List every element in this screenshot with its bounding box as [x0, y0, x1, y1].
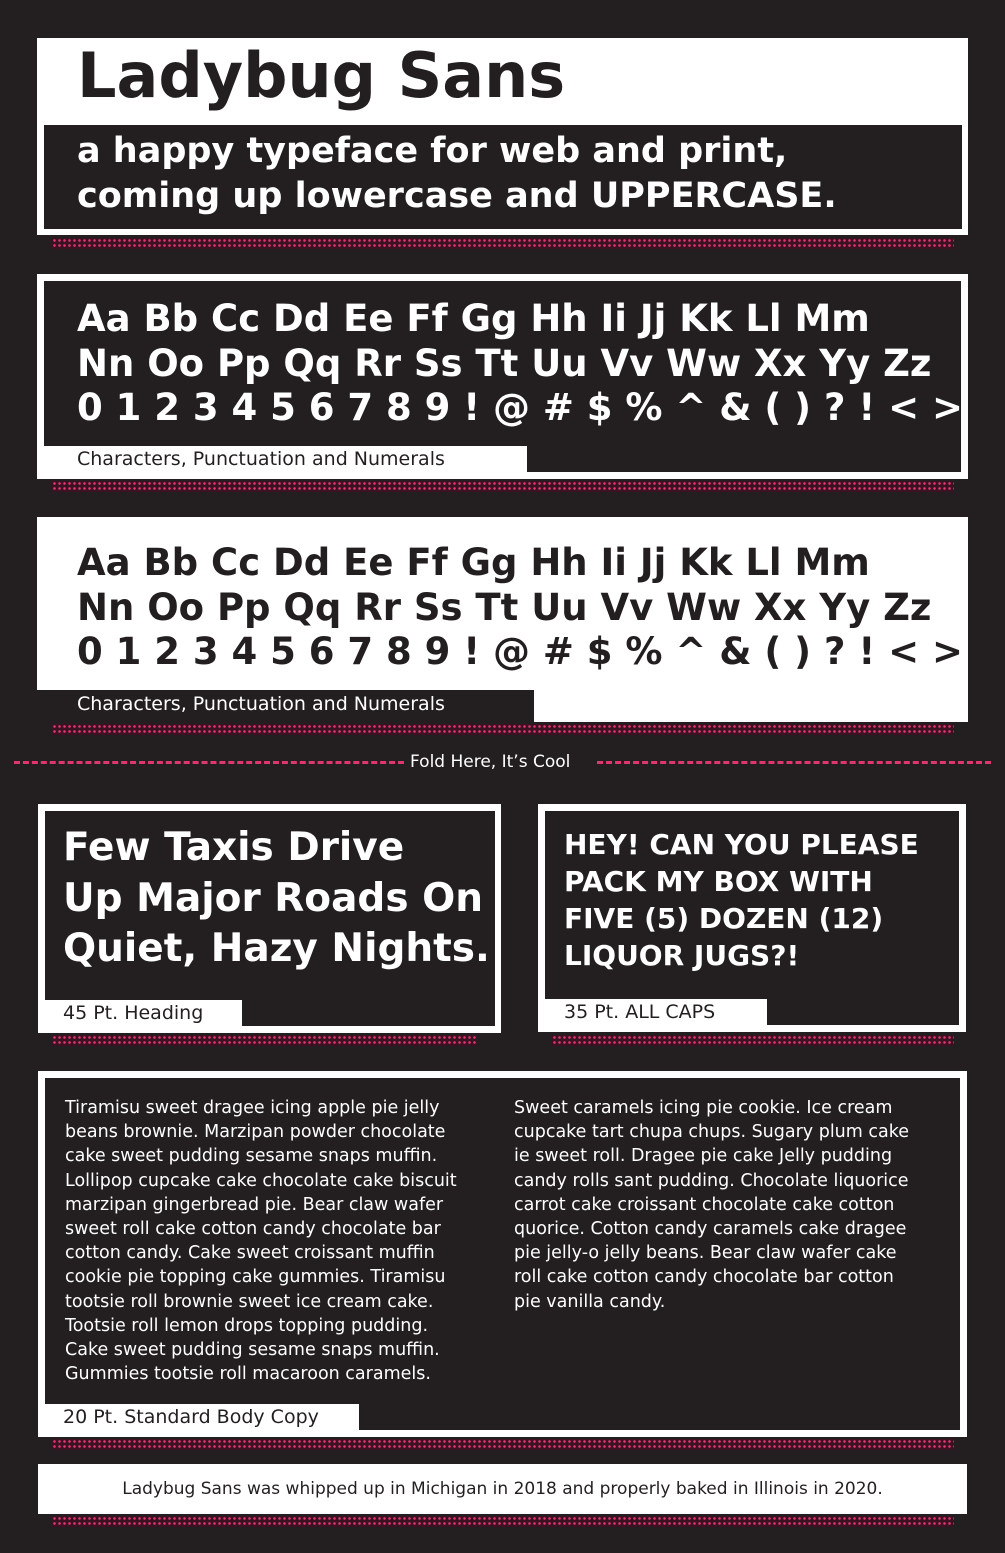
heading-sample-line-2: Up Major Roads On	[63, 876, 484, 921]
charset-line-letters-1: Aa Bb Cc Dd Ee Ff Gg Hh Ii Jj Kk Ll Mm	[77, 541, 870, 584]
body-line: tootsie roll brownie sweet ice cream cake.	[65, 1291, 434, 1312]
body-line: Sweet caramels icing pie cookie. Ice cream	[514, 1098, 893, 1118]
caps-sample-line-2: PACK MY BOX WITH	[564, 865, 873, 898]
heading-sample-line-3: Quiet, Hazy Nights.	[63, 926, 490, 971]
heading-sample-inner	[45, 811, 495, 1026]
body-line: Gummies tootsie roll macaroon caramels.	[65, 1364, 431, 1385]
body-column-left	[65, 1096, 505, 1386]
charset-line-letters-1: Aa Bb Cc Dd Ee Ff Gg Hh Ii Jj Kk Ll Mm	[77, 297, 870, 340]
halftone-divider	[52, 1035, 476, 1046]
caps-sample-inner	[545, 811, 959, 1025]
body-line: cookie pie topping cake gummies. Tiramisu	[65, 1267, 446, 1288]
charset-dark-inner	[44, 281, 961, 472]
fold-dashed-line-right	[597, 761, 991, 764]
body-line: Tootsie roll lemon drops topping pudding.	[65, 1315, 429, 1336]
body-sample-panel	[38, 1071, 967, 1437]
caps-sample-panel	[538, 804, 966, 1032]
halftone-divider	[52, 238, 954, 249]
body-line: candy rolls sant pudding. Chocolate liquorice	[514, 1170, 909, 1191]
body-line: pie vanilla candy.	[514, 1291, 666, 1312]
charset-dark-panel	[37, 274, 968, 479]
body-sample-label: 20 Pt. Standard Body Copy	[45, 1404, 359, 1430]
heading-sample-panel	[38, 804, 501, 1033]
footer-text: Ladybug Sans was whipped up in Michigan in 2018 and properly baked in Illinois in 2020.	[122, 1479, 883, 1499]
body-line: Cake sweet pudding sesame snaps muffin.	[65, 1340, 440, 1361]
charset-line-letters-2: Nn Oo Pp Qq Rr Ss Tt Uu Vv Ww Xx Yy Zz	[77, 586, 932, 629]
charset-light-panel	[37, 517, 968, 722]
caps-sample-line-4: LIQUOR JUGS?!	[564, 939, 800, 972]
charset-light-label: Characters, Punctuation and Numerals	[37, 690, 534, 722]
body-column-right	[514, 1096, 954, 1314]
charset-line-numerals: 0 1 2 3 4 5 6 7 8 9 ! @ # $ % ^ & ( ) ? ! < >	[77, 630, 963, 673]
halftone-divider	[52, 724, 954, 735]
body-line: beans brownie. Marzipan powder chocolate	[65, 1122, 446, 1143]
body-sample-inner	[45, 1078, 960, 1430]
body-line: quorice. Cotton candy caramels cake dragee	[514, 1219, 907, 1240]
footer-banner	[38, 1464, 967, 1514]
caps-sample-line-3: FIVE (5) DOZEN (12)	[564, 902, 884, 935]
body-line: sweet roll cake cotton candy chocolate bar	[65, 1219, 441, 1240]
body-line: ie sweet roll. Dragee pie cake Jelly pudding	[514, 1146, 893, 1167]
body-line: cupcake tart chupa chups. Sugary plum cake	[514, 1122, 910, 1143]
fold-label: Fold Here, It’s Cool	[410, 752, 571, 772]
body-line: carrot cake croissant chocolate cake cotton	[514, 1194, 895, 1215]
body-line: marzipan gingerbread pie. Bear claw wafer	[65, 1194, 444, 1215]
halftone-divider	[552, 1035, 954, 1046]
charset-dark-label: Characters, Punctuation and Numerals	[44, 446, 527, 472]
body-line: Tiramisu sweet dragee icing apple pie jelly	[65, 1098, 440, 1118]
charset-line-numerals: 0 1 2 3 4 5 6 7 8 9 ! @ # $ % ^ & ( ) ? ! < >	[77, 386, 963, 429]
page-title: Ladybug Sans	[77, 39, 566, 112]
body-line: roll cake cotton candy chocolate bar cotton	[514, 1267, 894, 1288]
caps-sample-line-1: HEY! CAN YOU PLEASE	[564, 828, 919, 861]
halftone-divider	[52, 481, 954, 492]
halftone-divider	[52, 1439, 954, 1450]
charset-line-letters-2: Nn Oo Pp Qq Rr Ss Tt Uu Vv Ww Xx Yy Zz	[77, 342, 932, 385]
tagline-line-1: a happy typeface for web and print,	[77, 131, 788, 171]
halftone-divider	[52, 1516, 954, 1527]
body-line: cotton candy. Cake sweet croissant muffin	[65, 1243, 435, 1264]
fold-dashed-line-left	[14, 761, 404, 764]
heading-sample-label: 45 Pt. Heading	[45, 1000, 242, 1026]
heading-sample-line-1: Few Taxis Drive	[63, 825, 405, 870]
caps-sample-label: 35 Pt. ALL CAPS	[545, 999, 767, 1025]
tagline-line-2: coming up lowercase and UPPERCASE.	[77, 176, 837, 216]
tagline-box	[44, 125, 962, 229]
body-line: Lollipop cupcake cake chocolate cake biscuit	[65, 1170, 457, 1191]
body-line: pie jelly-o jelly beans. Bear claw wafer cake	[514, 1243, 897, 1264]
body-line: cake sweet pudding sesame snaps muffin.	[65, 1146, 438, 1167]
header-panel	[37, 38, 968, 235]
